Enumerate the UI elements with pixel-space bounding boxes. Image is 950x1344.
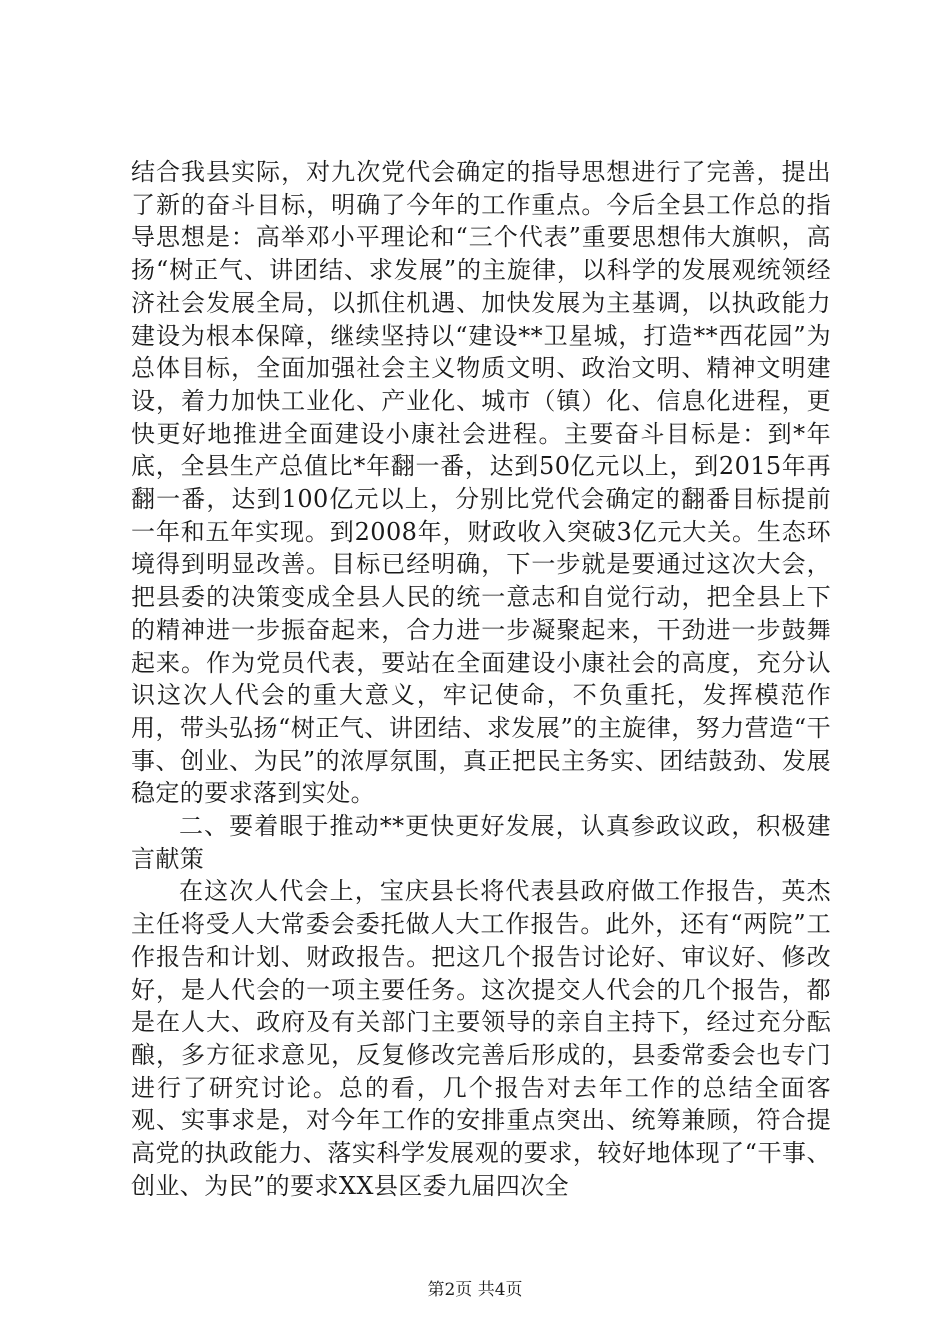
paragraph-continuation: 结合我县实际，对九次党代会确定的指导思想进行了完善，提出了新的奋斗目标，明确了今年的工作重点。今后全县工作总的指导思想是：高举邓小平理论和“三个代表”重要思想伟大旗帜，高扬“树正气、讲团结、求发展”的主旋律，以科学的发展观统领经济社会发展全局，以抓住机遇、加快发展为主基调，以执政能力建设为根本保障，继续坚持以“建设**卫星城，打造**西花园”为总体目标，全面加强社会主义物质文明、政治文明、精神文明建设，着力加快工业化、产业化、城市（镇）化、信息化进程，更快更好地推进全面建设小康社会进程。主要奋斗目标是：到*年底，全县生产总值比*年翻一番，达到50亿元以上，到2015年再翻一番，达到100亿元以上，分别比党代会确定的翻番目标提前一年和五年实现。到2008年，财政收入突破3亿元大关。生态环境得到明显改善。目标已经明确，下一步就是要通过这次大会，把县委的决策变成全县人民的统一意志和自觉行动，把全县上下的精神进一步振奋起来，合力进一步凝聚起来，干劲进一步鼓舞起来。作为党员代表，要站在全面建设小康社会的高度，充分认识这次人代会的重大意义，牢记使命，不负重托，发挥模范作用，带头弘扬“树正气、讲团结、求发展”的主旋律，努力营造“干事、创业、为民”的浓厚氛围，真正把民主务实、团结鼓劲、发展稳定的要求落到实处。 [131,158,831,808]
paragraph-body: 在这次人代会上，宝庆县长将代表县政府做工作报告，英杰主任将受人大常委会委托做人大工作报告。此外，还有“两院”工作报告和计划、财政报告。把这几个报告讨论好、审议好、修改好，是人代会的一项主要任务。这次提交人代会的几个报告，都是在人大、政府及有关部门主要领导的亲自主持下，经过充分酝酿，多方征求意见，反复修改完善后形成的，县委常委会也专门进行了研究讨论。总的看，几个报告对去年工作的总结全面客观、实事求是，对今年工作的安排重点突出、统筹兼顾，符合提高党的执政能力、落实科学发展观的要求，较好地体现了“干事、创业、为民”的要求XX县区委九届四次全 [131,877,831,1200]
document-body [131,156,831,1203]
section-heading: 二、要着眼于推动**更快更好发展，认真参政议政，积极建言献策 [131,812,831,873]
page-number-footer: 第2页 共4页 [427,1280,523,1300]
